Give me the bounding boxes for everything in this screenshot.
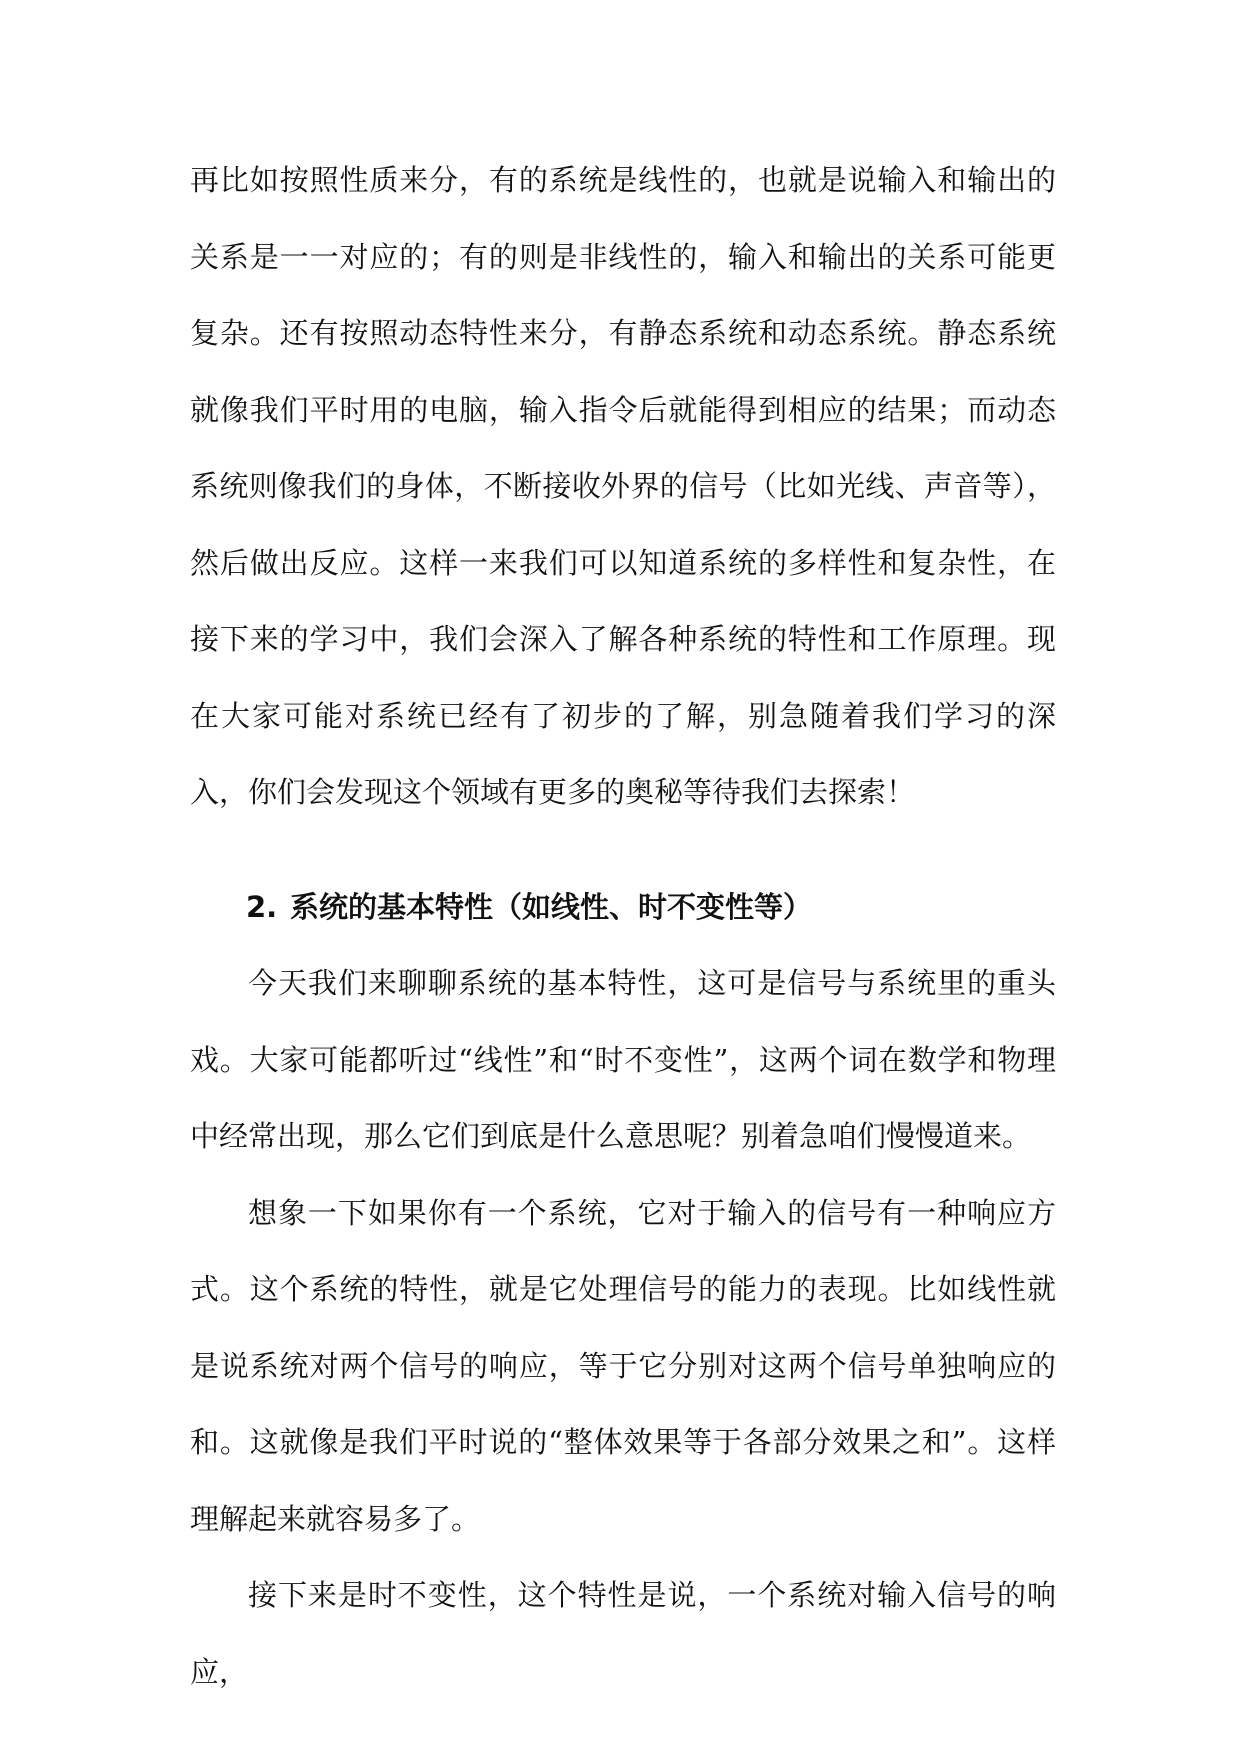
paragraph-time-invariance: 接下来是时不变性，这个特性是说，一个系统对输入信号的响应， (190, 1578, 1056, 1689)
paragraph-intro-properties: 今天我们来聊聊系统的基本特性，这可是信号与系统里的重头戏。大家可能都听过“线性”和“时不变性”，这两个词在数学和物理中经常出现，那么它们到底是什么意思呢？别着急咱们慢慢道来。 (190, 966, 1056, 1153)
document-body (190, 142, 1056, 1710)
paragraph-system-classification: 再比如按照性质来分，有的系统是线性的，也就是说输入和输出的关系是一一对应的；有的则是非线性的，输入和输出的关系可能更复杂。还有按照动态特性来分，有静态系统和动态系统。静态系统就像我们平时用的电脑，输入指令后就能得到相应的结果；而动态系统则像我们的身体，不断接收外界的信号（比如光线、声音等），然后做出反应。这样一来我们可以知道系统的多样性和复杂性，在接下来的学习中，我们会深入了解各种系统的特性和工作原理。现在大家可能对系统已经有了初步的了解，别急随着我们学习的深入，你们会发现这个领域有更多的奥秘等待我们去探索！ (190, 163, 1056, 809)
section-heading (190, 869, 1056, 946)
section-title: 系统的基本特性（如线性、时不变性等） (290, 889, 813, 924)
paragraph-linearity: 想象一下如果你有一个系统，它对于输入的信号有一种响应方式。这个系统的特性，就是它处理信号的能力的表现。比如线性就是说系统对两个信号的响应，等于它分别对这两个信号单独响应的和。这就像是我们平时说的“整体效果等于各部分效果之和”。这样理解起来就容易多了。 (190, 1195, 1056, 1536)
section-number: 2. (246, 889, 278, 924)
